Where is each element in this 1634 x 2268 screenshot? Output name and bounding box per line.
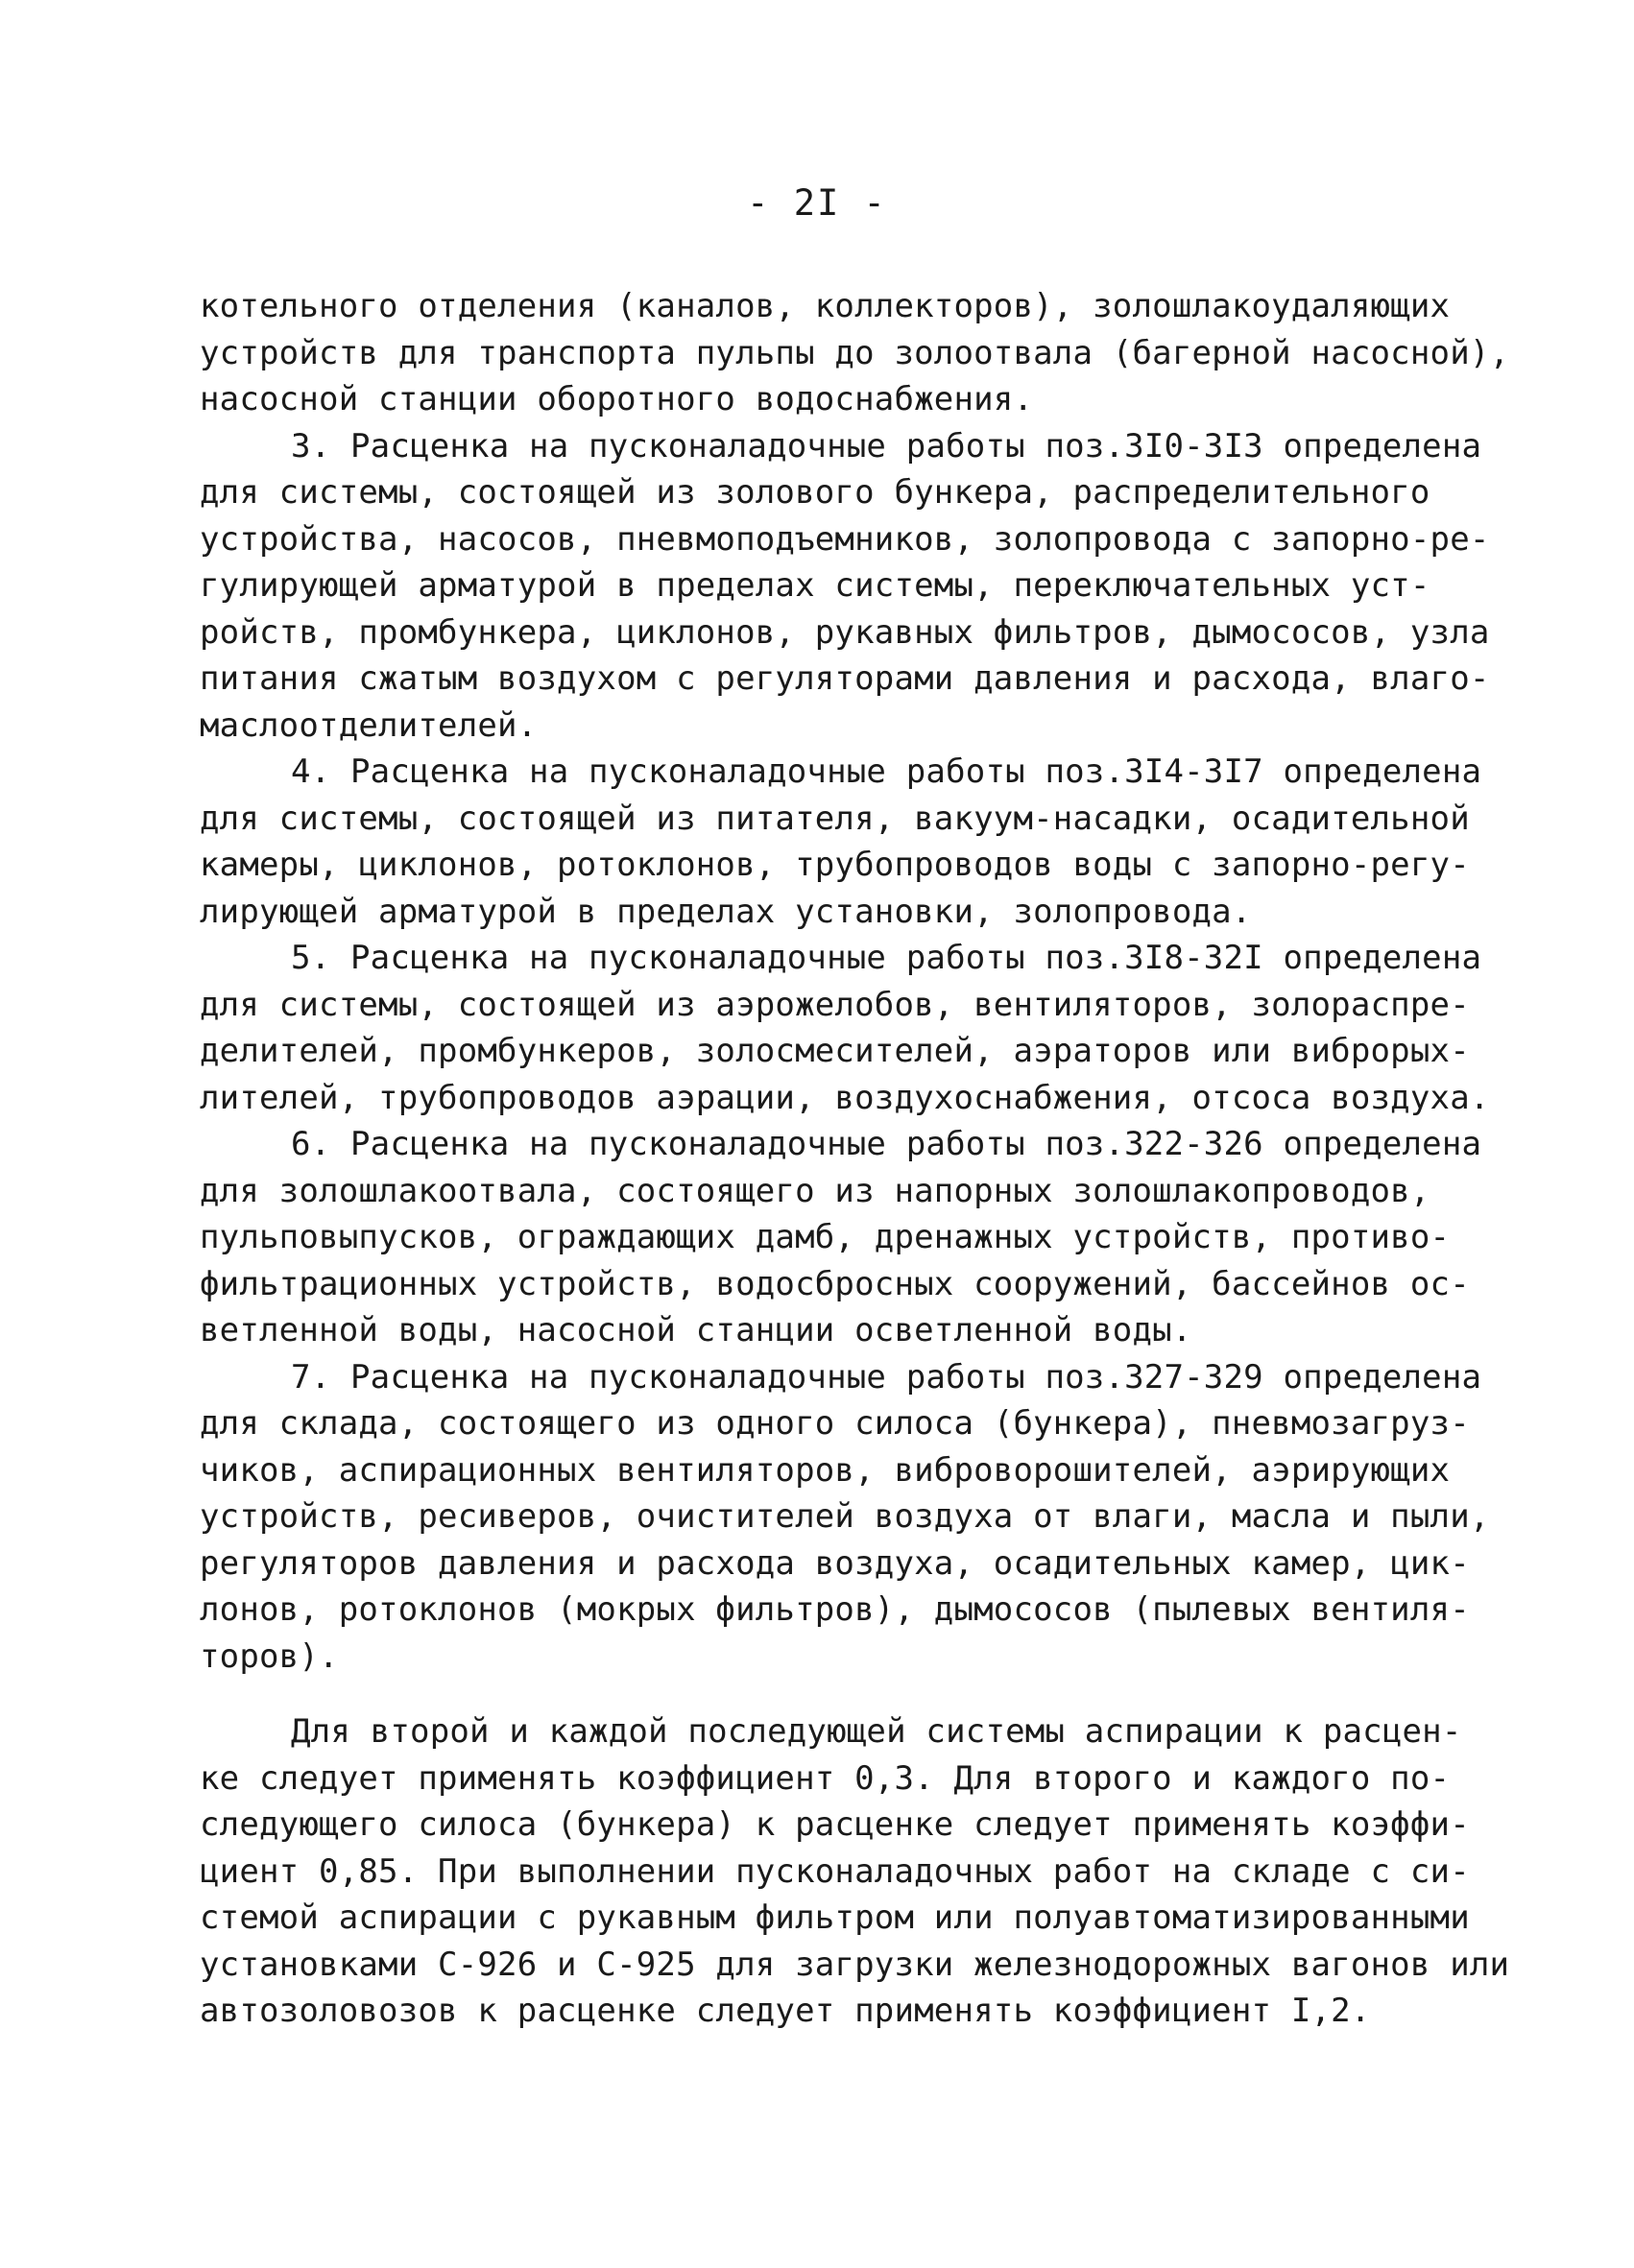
paragraph-6-start: 6. Расценка на пусконаладочные работы поз.322-326 определена bbox=[291, 1125, 1482, 1163]
text-line: торов). bbox=[200, 1636, 339, 1676]
text-line: устройства, насосов, пневмоподъемников, золопровода с запорно-ре- bbox=[200, 519, 1490, 559]
text-line: ке следует применять коэффициент 0,3. Для второго и каждого по- bbox=[200, 1758, 1451, 1798]
text-line: лонов, ротоклонов (мокрых фильтров), дымососов (пылевых вентиля- bbox=[200, 1590, 1470, 1629]
text-line: установками С-926 и С-925 для загрузки железнодорожных вагонов или bbox=[200, 1945, 1510, 1984]
text-line: котельного отделения (каналов, коллекторов), золошлакоудаляющих bbox=[200, 287, 1451, 325]
text-line: для склада, состоящего из одного силоса (бункера), пневмозагруз- bbox=[200, 1404, 1470, 1443]
paragraph-7-start: 7. Расценка на пусконаладочные работы поз.327-329 определена bbox=[291, 1357, 1482, 1397]
text-line: делителей, промбункеров, золосмесителей, аэраторов или виброрых- bbox=[200, 1032, 1470, 1070]
text-line: следующего силоса (бункера) к расценке следует применять коэффи- bbox=[200, 1805, 1470, 1844]
text-line: камеры, циклонов, ротоклонов, трубопроводов воды с запорно-регу- bbox=[200, 846, 1470, 884]
text-line: ветленной воды, насосной станции осветленной воды. bbox=[200, 1311, 1192, 1349]
text-line: пульповыпусков, ограждающих дамб, дренажных устройств, противо- bbox=[200, 1218, 1451, 1256]
text-line: ройств, промбункера, циклонов, рукавных фильтров, дымососов, узла bbox=[200, 612, 1490, 652]
text-line: фильтрационных устройств, водосбросных сооружений, бассейнов ос- bbox=[200, 1264, 1470, 1303]
text-line: стемой аспирации с рукавным фильтром или полуавтоматизированными bbox=[200, 1898, 1470, 1937]
text-line: регуляторов давления и расхода воздуха, осадительных камер, цик- bbox=[200, 1543, 1470, 1583]
text-line: питания сжатым воздухом с регуляторами давления и расхода, влаго- bbox=[200, 659, 1490, 698]
paragraph-3-start: 3. Расценка на пусконаладочные работы поз.3I0-3I3 определена bbox=[291, 426, 1482, 466]
paragraph-5-start: 5. Расценка на пусконаладочные работы поз.3I8-32I определена bbox=[291, 939, 1482, 977]
text-line: для системы, состоящей из аэрожелобов, вентиляторов, золораспре- bbox=[200, 985, 1470, 1024]
text-line: циент 0,85. При выполнении пусконаладочных работ на складе с си- bbox=[200, 1851, 1470, 1891]
text-line: устройств для транспорта пульпы до золоотвала (багерной насосной), bbox=[200, 333, 1510, 372]
text-line: лителей, трубопроводов аэрации, воздухоснабжения, отсоса воздуха. bbox=[200, 1078, 1490, 1117]
text-line: для золошлакоотвала, состоящего из напорных золошлакопроводов, bbox=[200, 1171, 1430, 1210]
text-line: для системы, состоящей из золового бункера, распределительного bbox=[200, 473, 1430, 512]
text-line: маслоотделителей. bbox=[200, 705, 538, 745]
text-line: чиков, аспирационных вентиляторов, виброворошителей, аэрирующих bbox=[200, 1450, 1451, 1490]
text-line: для системы, состоящей из питателя, вакуум-насадки, осадительной bbox=[200, 799, 1470, 838]
paragraph-4-start: 4. Расценка на пусконаладочные работы поз.3I4-3I7 определена bbox=[291, 752, 1482, 791]
text-line: насосной станции оборотного водоснабжения. bbox=[200, 380, 1034, 418]
paragraph-8-start: Для второй и каждой последующей системы аспирации к расцен- bbox=[291, 1712, 1462, 1751]
text-line: лирующей арматурой в пределах установки, золопровода. bbox=[200, 892, 1252, 931]
page-number: - 2I - bbox=[747, 182, 887, 224]
text-line: гулирующей арматурой в пределах системы, переключательных уст- bbox=[200, 566, 1430, 605]
paragraph-gap bbox=[200, 1680, 1467, 1708]
text-line: устройств, ресиверов, очистителей воздуха от влаги, масла и пыли, bbox=[200, 1497, 1490, 1536]
text-line: автозоловозов к расценке следует применять коэффициент I,2. bbox=[200, 1992, 1371, 2030]
body-text bbox=[200, 283, 1510, 2035]
